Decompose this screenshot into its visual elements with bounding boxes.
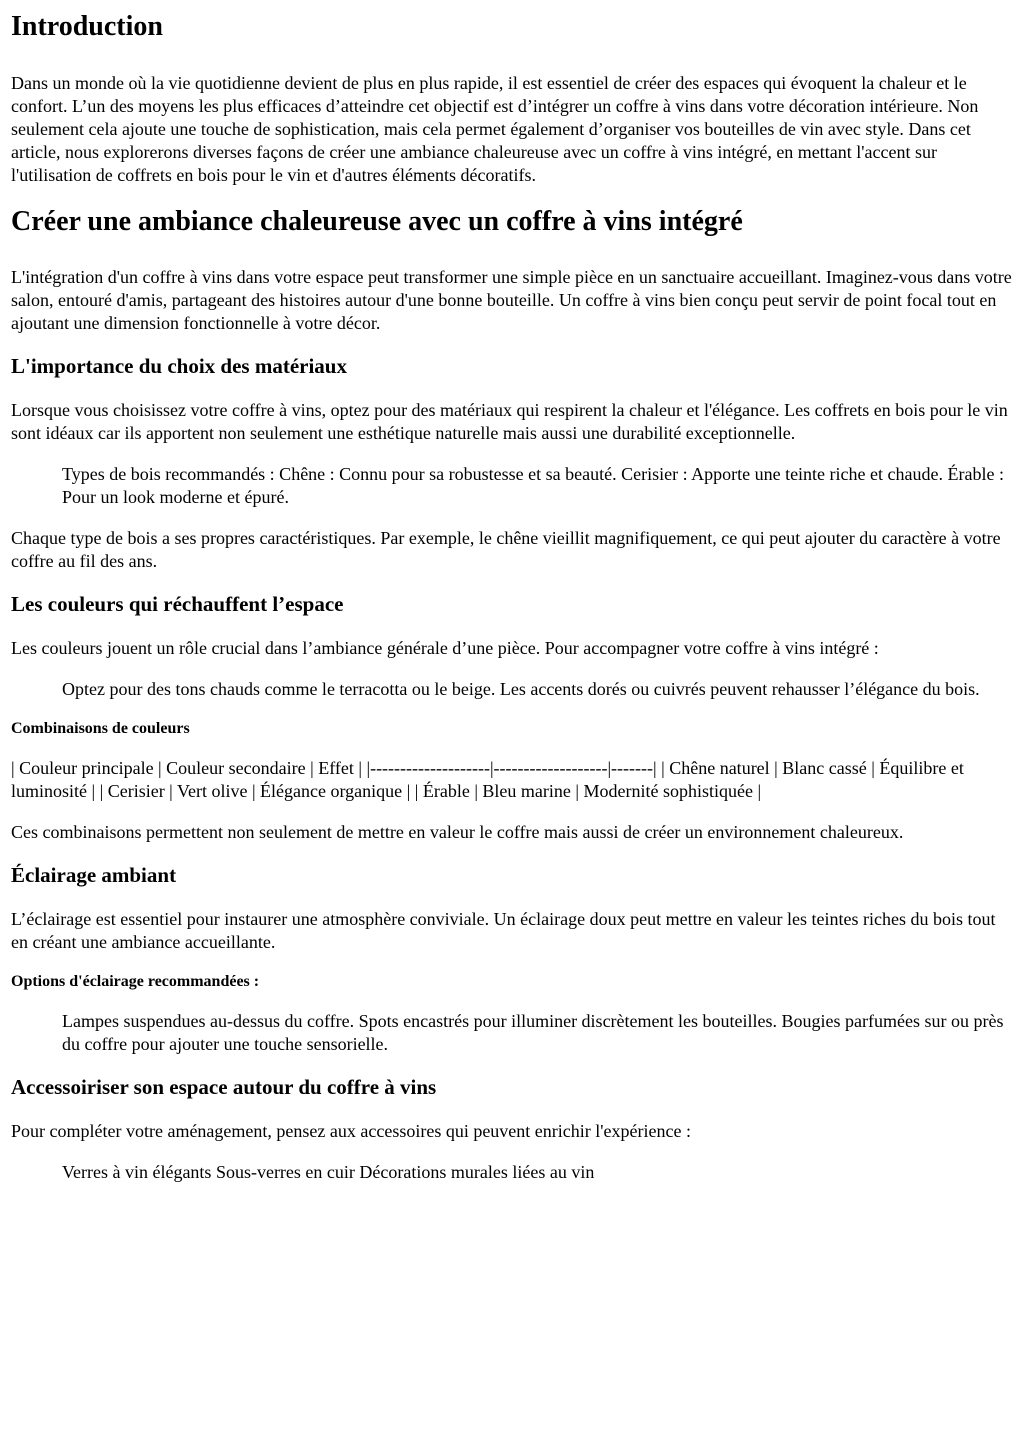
combos-heading: Combinaisons de couleurs [11,720,190,737]
intro-paragraph: Dans un monde où la vie quotidienne devient de plus en plus rapide, il est essentiel de créer des espaces qui évoquent la chaleur et le confort. L’un des moyens les plus efficaces d’atteindre cet objectif est d’intégrer un coffre à vins dans votre décoration intérieure. Non seulement cela ajoute une touche de sophistication, mais cela permet également d’organiser vos bouteilles de vin avec style. Dans cet article, nous explorerons diverses façons de créer une ambiance chaleureuse avec un coffre à vins intégré, en mettant l'accent sur l'utilisation de coffrets en bois pour le vin et d'autres éléments décoratifs. [11,73,979,185]
article [0,10,1024,1184]
colors-quote: Optez pour des tons chauds comme le terracotta ou le beige. Les accents dorés ou cuivrés peuvent rehausser l’élégance du bois. [62,679,980,699]
intro-heading: Introduction [11,11,163,42]
colors-paragraph: Les couleurs jouent un rôle crucial dans l’ambiance générale d’une pièce. Pour accompagner votre coffre à vins intégré : [11,638,879,658]
wood-paragraph: Chaque type de bois a ses propres caractéristiques. Par exemple, le chêne vieillit magnifiquement, ce qui peut ajouter du caractère à votre coffre au fil des ans. [11,528,1001,571]
lighting-paragraph: L’éclairage est essentiel pour instaurer une atmosphère conviviale. Un éclairage doux peut mettre en valeur les teintes riches du bois tout en créant une ambiance accueillante. [11,909,996,952]
accessories-paragraph: Pour compléter votre aménagement, pensez aux accessoires qui peuvent enrichir l'expérience : [11,1121,691,1141]
colors-heading: Les couleurs qui réchauffent l’espace [11,592,344,616]
main-heading: Créer une ambiance chaleureuse avec un coffre à vins intégré [11,206,743,237]
lighting-options-heading: Options d'éclairage recommandées : [11,973,260,990]
accessories-heading: Accessoiriser son espace autour du coffre à vins [11,1075,437,1099]
materials-paragraph: Lorsque vous choisissez votre coffre à vins, optez pour des matériaux qui respirent la chaleur et l'élégance. Les coffrets en bois pour le vin sont idéaux car ils apportent non seulement une esthétique naturelle mais aussi une durabilité exceptionnelle. [11,400,1008,443]
lighting-quote: Lampes suspendues au-dessus du coffre. Spots encastrés pour illuminer discrètement les bouteilles. Bougies parfumées sur ou près du coffre pour ajouter une touche sensorielle. [62,1011,1004,1054]
wood-types-quote: Types de bois recommandés : Chêne : Connu pour sa robustesse et sa beauté. Cerisier : Apporte une teinte riche et chaude. Érable : Pour un look moderne et épuré. [62,464,1004,507]
main-paragraph: L'intégration d'un coffre à vins dans votre espace peut transformer une simple pièce en un sanctuaire accueillant. Imaginez-vous dans votre salon, entouré d'amis, partageant des histoires autour d'une bonne bouteille. Un coffre à vins bien conçu peut servir de point focal tout en ajoutant une dimension fonctionnelle à votre décor. [11,267,1012,333]
accessories-quote: Verres à vin élégants Sous-verres en cuir Décorations murales liées au vin [62,1162,595,1182]
combos-table-text: | Couleur principale | Couleur secondaire | Effet | |--------------------|-------------------|-------| | Chêne naturel | Blanc cassé | Équilibre et luminosité | | Cerisier | Vert olive | Élégance organique | | Érable | Bleu marine | Modernité sophistiquée | [11,758,964,801]
materials-heading: L'importance du choix des matériaux [11,354,347,378]
combos-paragraph: Ces combinaisons permettent non seulement de mettre en valeur le coffre mais aussi de créer un environnement chaleureux. [11,822,904,842]
lighting-heading: Éclairage ambiant [11,863,177,887]
